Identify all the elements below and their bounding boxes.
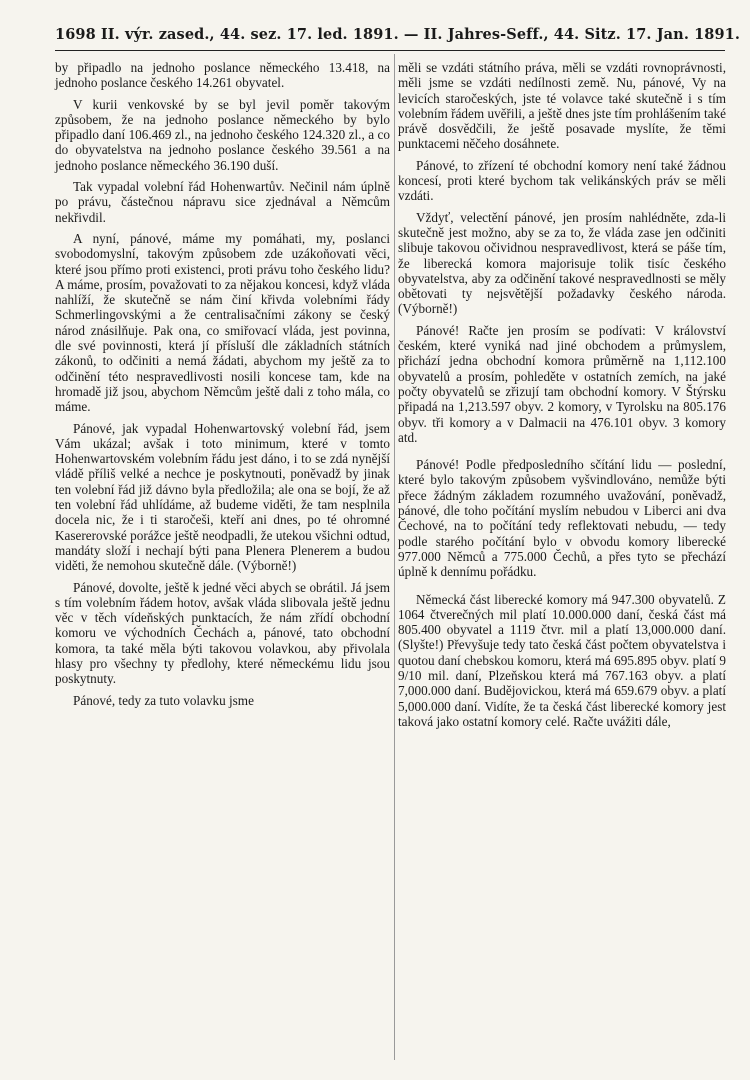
paragraph: Pánové! Račte jen prosím se podívati: V království českém, které vyniká nad jiné obchodem a průmyslem, přichází jedna obchodní komora průměrně na 1,112.100 obyvatelů a prosím, pohleděte v ostatních zemích, na jaké počty obyvatelů se zřizují tam obchodní komory. V Štýrsku připadá na 1,213.597 obyv. 2 komory, v Tyrolsku na 805.176 obyv. tři komory a v Dalmacii na 476.101 obyv. 3 komory atd. [398,322,726,445]
paragraph: Německá část liberecké komory má 947.300 obyvatelů. Z 1064 čtverečných mil platí 10.000.000 daní, česká část má 805.400 obyvatel a 1119 čtvr. mil a platí 13,000.000 daní. (Slyšte!) Převyšuje tedy tato česká část počtem obyvatelstva i quotou daní chebskou komoru, která má 695.895 obyv. platí 9 9/10 mil. daní, Plzeňskou která má 767.163 obyv. a platí 7,000.000 daní. Budějovickou, která má 659.679 obyv. a platí 5,000.000 daní. Vidíte, že ta česká část liberecké komory jest taková jako ostatní komory celé. Račte uvážiti dále, [398,591,726,729]
paragraph: V kurii venkovské by se byl jevil poměr takovým způsobem, že na jednoho poslance německého by bylo připadlo daní 106.469 zl., na jednoho českého 124.320 zl., a co do obyvatelstva na jednoho poslance českého 39.561 a na jednoho poslance německého 36.190 duší. [55,96,390,173]
paragraph: Vždyť, velectění pánové, jen prosím nahlédněte, zda-li skutečně jest možno, aby se za to, že vláda zase jen odčiniti slibuje takovou očividnou nespravedlivost, která se páše tím, že liberecká komora majorisuje tolik tisíc českého obyvatelstva, aby za odčinění takové nespravedlnosti se měly obětovati ty nejsvětější požadavky českého národa. (Výborně!) [398,209,726,317]
paragraph: Pánové, to zřízení té obchodní komory není také žádnou koncesí, proti které bychom tak velikánských práv se měli vzdáti. [398,157,726,204]
paragraph: měli se vzdáti státního práva, měli se vzdáti rovnoprávnosti, měli jsme se vzdáti nedílnosti země. Nu, pánové, Vy na levicích staročeských, jste té volavce také skutečně i s tím volebním řádem uvěřili, a ještě dnes jste tím prohlášením také právě dosvědčili, že ještě posavade myslíte, že těmi punktacemi něčeho dosáhnete. [398,60,726,152]
paragraph: Tak vypadal volební řád Hohenwartův. Nečinil nám úplně po právu, částečnou nápravu sice zjednával a Němcům nekřivdil. [55,179,390,225]
column-divider [394,54,395,1060]
left-column [55,60,390,714]
paragraph: Pánové, jak vypadal Hohenwartovský volební řád, jsem Vám ukázal; avšak i toto minimum, které v tomto Hohenwartovském volebním řádu jest dáno, i to se zdá nynější vládě příliš velké a nechce je poskytnouti, poněvadž by jinak ten volební řád již dávno byla předložila; ale ona se bojí, že až ten volební řád uhlídáme, až budeme viděti, že tam nesplnila docela nic, že i ti staročeši, kteří ani dnes, po té ohromné Kasererovské porážce ještě neodpadli, že utekou všichni odtud, mandáty složí i nechají býti pana Plenera Plenerem a budou viděti, že nemohou skutečně dále. (Výborně!) [55,420,390,574]
paragraph: by připadlo na jednoho poslance německého 13.418, na jednoho poslance českého 14.261 obyvatel. [55,60,390,91]
paragraph: Pánové, tedy za tuto volavku jsme [73,692,254,708]
paragraph: Pánové, dovolte, ještě k jedné věci abych se obrátil. Já jsem s tím volebním řádem hotov, avšak vláda slibovala ještě jednu věc v těch vídeňských punktacích, že nám zřídí obchodní komoru ve východních Čechách a, pánové, tato obchodní komora, ta také měla býti takovou volavkou, aby přivolala hlasy pro všechny ty předlohy, které německému lidu jsou poskytnuty. [55,579,390,687]
paragraph: Pánové! Podle předposledního sčítání lidu — poslední, které bylo takovým způsobem vyšvindlováno, nemůže býti přece žádným základem rozumného uvažování, poněvadž, pánové, dle toho počítání myslím nebudou v Liberci ani dva Čechové, na to počítání tedy reflektovati nebudu, — tedy podle starého počítání bylo v obvodu komory liberecké 977.000 Němců a 775.000 Čechů, a přes tyto se přechází úplně k dennímu pořádku. [398,457,726,580]
paragraph: A nyní, pánové, máme my pomáhati, my, poslanci svobodomyslní, takovým způsobem zde uzákoňovati věci, které jsou přímo proti existenci, proti právu toho českého lidu? A máme, prosím, považovati to za nějakou koncesi, když vláda nahlíží, že skutečně se nám činí křivda volebními řády Schmerlingovskými a že centralisačními zákony se český národ znásilňuje. Pak ona, co smiřovací vláda, jest povinna, dle své povinnosti, která jí přísluší dle základních státních zákonů, to odčiniti a nemá žádati, abychom my ještě za to odčinění této nespravedlivosti nosili koncese tam, kde na hromadě již jsou, abychom Němcům ještě dali z toho mála, co máme. [55,230,390,415]
right-column [398,60,726,735]
page-header: 1698 II. výr. zased., 44. sez. 17. led. 1891. — II. Jahres-Seff., 44. Sitz. 17. Jan. 1891. [55,26,741,43]
header-rule [55,50,725,51]
